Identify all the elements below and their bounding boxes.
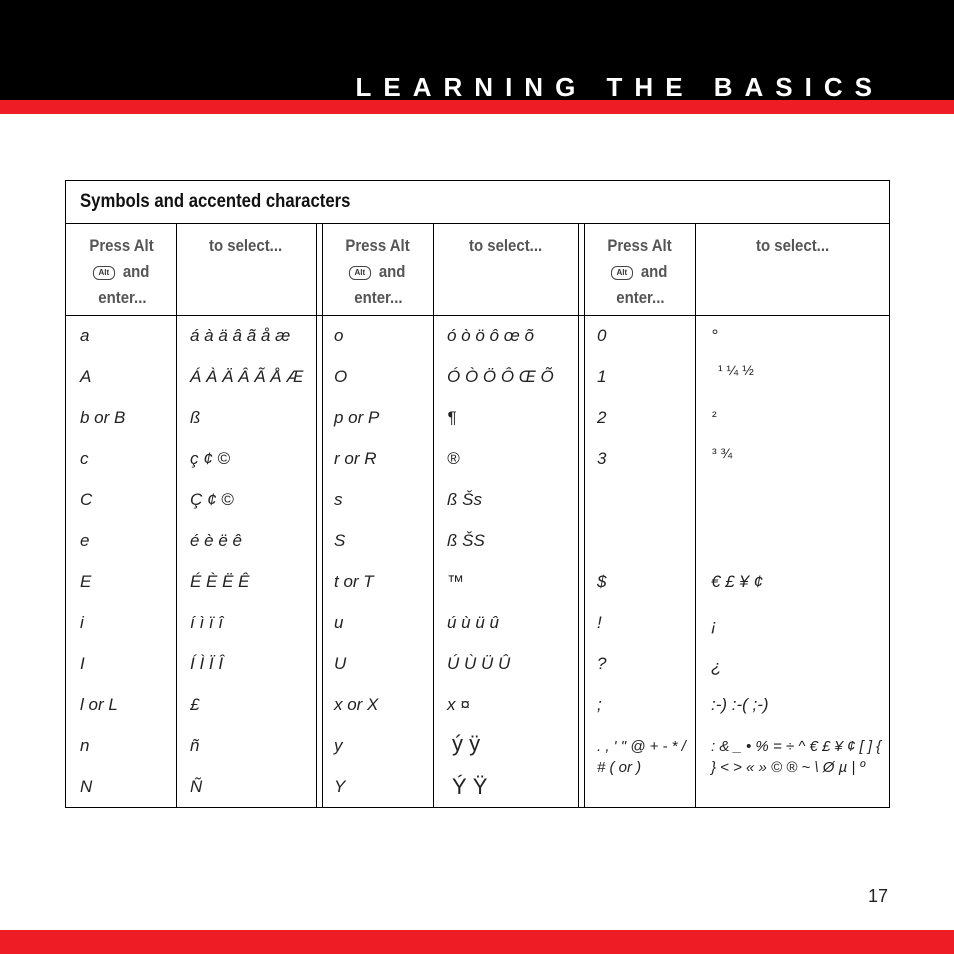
select-cell: ¿: [711, 657, 722, 676]
select-cell: é è ë ê: [190, 531, 242, 550]
select-cell: ™: [447, 572, 464, 591]
enter-cell: S: [334, 531, 346, 550]
enter-cell: 1: [597, 367, 607, 386]
select-cell: Í Ì Ï Î: [190, 654, 224, 673]
enter-cell: c: [80, 449, 89, 468]
column-divider: [322, 224, 323, 808]
enter-cell: r or R: [334, 449, 377, 468]
select-cell: Ñ: [190, 777, 203, 796]
enter-cell: 2: [597, 408, 607, 427]
enter-cell: o: [334, 326, 344, 345]
select-cell: ¶: [447, 408, 457, 427]
enter-cell: !: [597, 613, 602, 632]
enter-cell: l or L: [80, 695, 118, 714]
table-title-row: [66, 181, 889, 224]
select-cell: ³ ¾: [712, 445, 733, 461]
select-cell: Ç ¢ ©: [190, 490, 234, 509]
enter-cell: C: [80, 490, 93, 509]
alt-key-icon: Alt: [93, 266, 115, 280]
enter-cell: x or X: [334, 695, 379, 714]
select-cell: € £ ¥ ¢: [711, 572, 763, 591]
select-cell: : & _ • % = ÷ ^ € £ ¥ ¢ [ ] { } < > « » © ® ~ \ Ø µ | º: [711, 738, 882, 776]
select-cell: ó ò ö ô œ õ: [447, 326, 534, 345]
enter-cell: u: [334, 613, 344, 632]
select-cell: ®: [447, 449, 460, 468]
enter-cell: ?: [597, 654, 607, 673]
header-press-alt-1: Press Alt Alt and enter...: [89, 236, 155, 307]
enter-cell: a: [80, 326, 90, 345]
enter-cell: $: [597, 572, 607, 591]
column-divider: [176, 224, 177, 808]
enter-cell: I: [80, 654, 85, 673]
column-divider: [584, 224, 585, 808]
select-cell: Ú Ù Ü Û: [447, 654, 511, 673]
select-cell: í ì ï î: [190, 613, 224, 632]
select-cell: x ¤: [447, 695, 470, 714]
header-divider: [66, 315, 889, 316]
select-cell: É È Ë Ê: [190, 572, 250, 591]
select-cell: Ý Ÿ: [452, 774, 488, 799]
enter-cell: n: [80, 736, 90, 755]
select-cell: £: [190, 695, 200, 714]
enter-cell: ;: [597, 695, 602, 714]
header-press-alt-3: Press Alt Alt and enter...: [607, 236, 673, 307]
select-cell: ß Šs: [447, 490, 482, 509]
enter-cell: i: [80, 613, 84, 632]
enter-cell: y: [334, 736, 343, 755]
page-number: 17: [867, 886, 888, 906]
enter-cell: t or T: [334, 572, 374, 591]
alt-key-icon: Alt: [349, 266, 371, 280]
select-cell: ú ù ü û: [447, 613, 499, 632]
select-cell: ²: [712, 408, 717, 424]
alt-key-icon: Alt: [611, 266, 633, 280]
symbols-table: [65, 180, 890, 808]
select-cell: ¹ ¼ ½: [718, 362, 754, 378]
column-divider: [578, 224, 579, 808]
select-cell: ¡: [711, 616, 717, 635]
select-cell: Á À Ä Â Ã Å Æ: [190, 367, 304, 386]
select-cell: ß: [190, 408, 201, 427]
select-cell: ý ÿ: [452, 731, 481, 756]
enter-cell: p or P: [334, 408, 380, 427]
enter-cell: O: [334, 367, 348, 386]
select-cell: ß ŠS: [447, 531, 485, 550]
header-select-3: to select...: [756, 236, 830, 255]
column-divider: [316, 224, 317, 808]
column-divider: [433, 224, 434, 808]
select-cell: °: [711, 326, 718, 345]
table-title: Symbols and accented characters: [80, 191, 351, 212]
footer-red-stripe: [0, 930, 954, 954]
header-press-alt-2: Press Alt Alt and enter...: [345, 236, 411, 307]
header-select-1: to select...: [209, 236, 283, 255]
select-cell: Ó Ò Ö Ô Œ Õ: [447, 367, 554, 386]
enter-cell: 3: [597, 449, 607, 468]
enter-cell: N: [80, 777, 93, 796]
enter-cell: . , ' " @ + - * / # ( or ): [597, 738, 686, 776]
select-cell: á à ä â ã å æ: [190, 326, 291, 345]
enter-cell: U: [334, 654, 347, 673]
enter-cell: b or B: [80, 408, 126, 427]
column-divider: [695, 224, 696, 808]
select-cell: :-) :-( ;-): [711, 695, 769, 714]
select-cell: ñ: [190, 736, 200, 755]
enter-cell: e: [80, 531, 90, 550]
select-cell: ç ¢ ©: [190, 449, 230, 468]
enter-cell: s: [334, 490, 343, 509]
enter-cell: Y: [334, 777, 346, 796]
enter-cell: A: [80, 367, 92, 386]
enter-cell: E: [80, 572, 92, 591]
enter-cell: 0: [597, 326, 607, 345]
header-select-2: to select...: [468, 236, 543, 255]
page-header-title: LEARNING THE BASICS: [355, 72, 884, 102]
